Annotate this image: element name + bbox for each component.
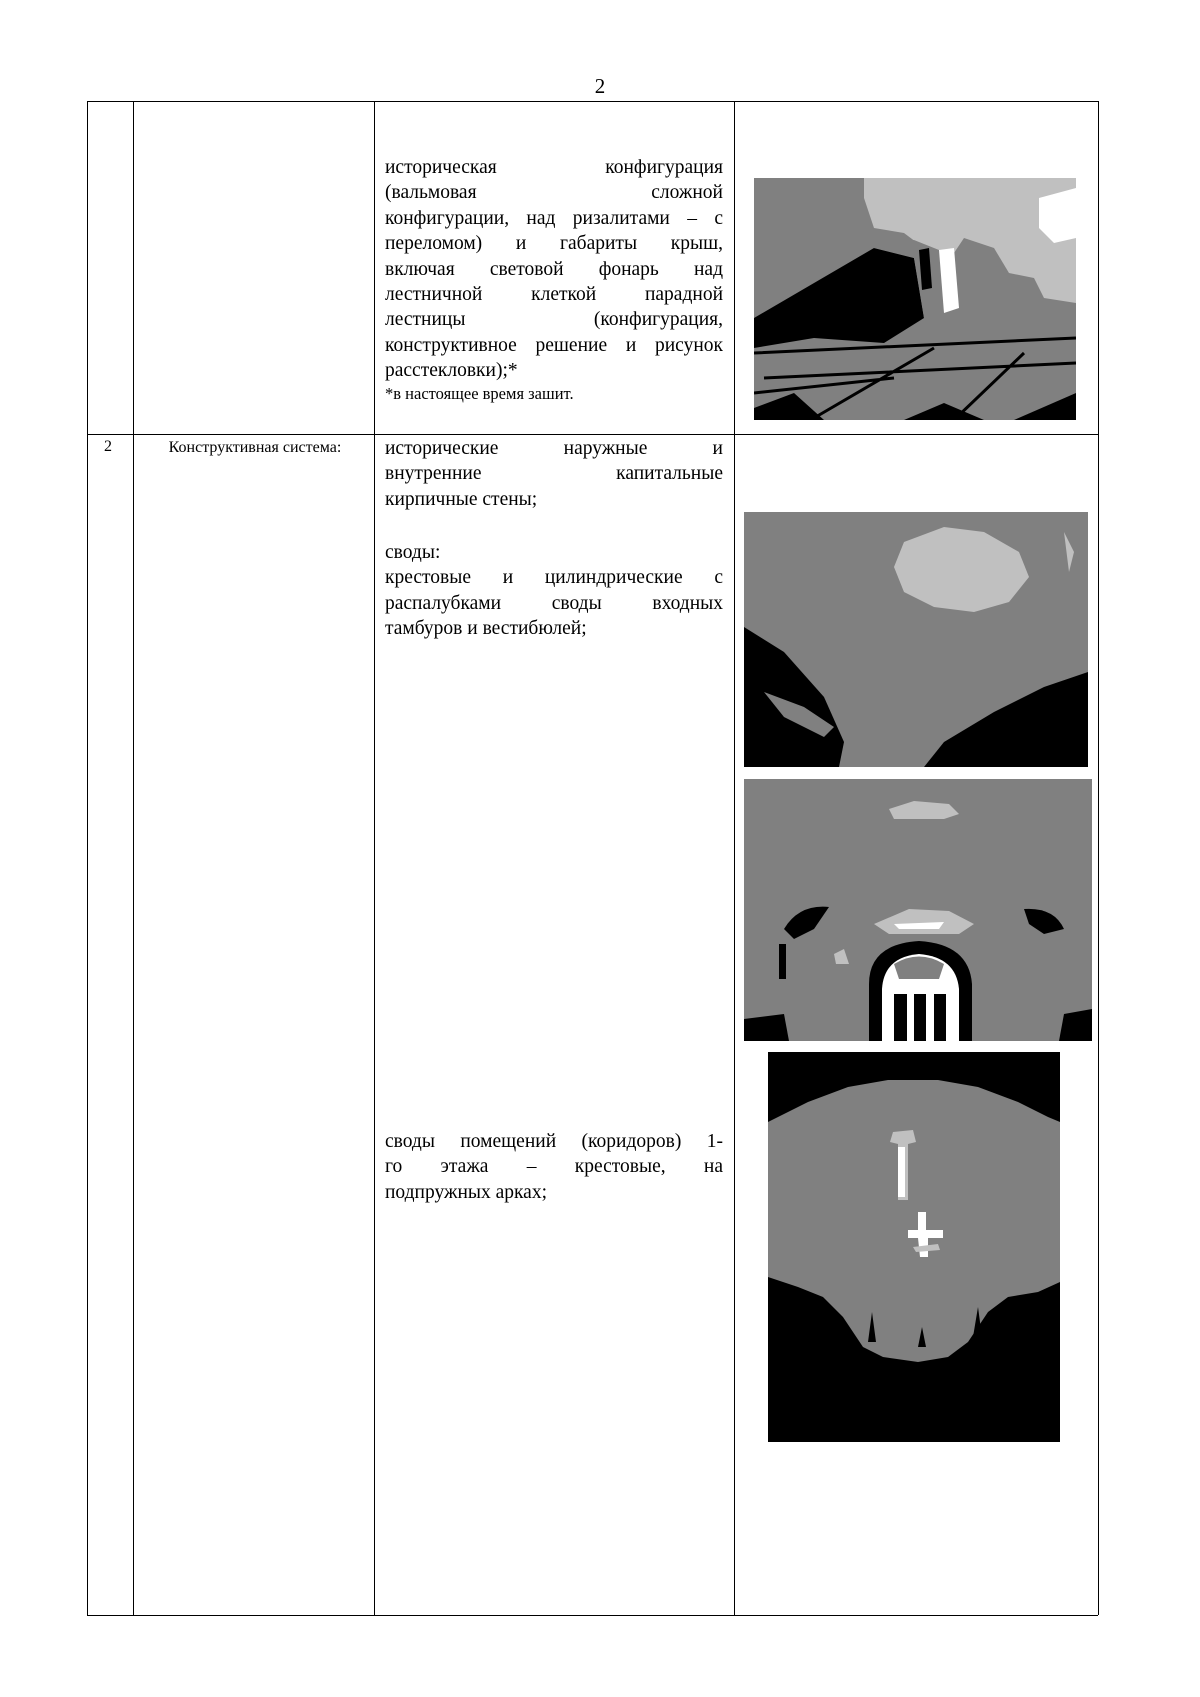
text-line: своды:	[385, 542, 441, 563]
roof-description	[385, 155, 723, 404]
col-border-left	[87, 101, 88, 1615]
corridor-vaults-description	[385, 1129, 723, 1205]
text-line: подпружных арках;	[385, 1181, 548, 1203]
table-top-border	[87, 101, 1098, 102]
text-line: крестовые и цилиндрические с	[385, 567, 723, 589]
page-number: 2	[594, 74, 606, 98]
text-line: тамбуров и вестибюлей;	[385, 618, 587, 640]
text-line: внутренние капитальные	[385, 463, 723, 485]
vault-photo	[744, 512, 1088, 767]
walls-description	[385, 436, 723, 512]
text-line: лестничной клеткой парадной	[385, 284, 723, 306]
col-border-2	[374, 101, 375, 1615]
row-number: 2	[104, 438, 112, 455]
text-line: исторические наружные и	[385, 438, 723, 459]
col-border-1	[133, 101, 134, 1615]
text-line: конструктивное решение и рисунок	[385, 334, 723, 356]
text-line: (вальмовая сложной	[385, 182, 723, 204]
text-line: переломом) и габариты крыш,	[385, 233, 723, 255]
text-line: своды помещений (коридоров) 1-	[385, 1131, 723, 1152]
row-divider	[87, 434, 1098, 435]
vaults-description	[385, 540, 723, 642]
text-line: го этажа – крестовые, на	[385, 1156, 723, 1178]
corridor-vault-photo	[768, 1052, 1060, 1442]
vestibule-photo	[744, 779, 1092, 1041]
table-bottom-border	[87, 1615, 1098, 1616]
text-line: распалубками своды входных	[385, 592, 723, 614]
row-name: Конструктивная система:	[168, 439, 342, 456]
text-line: конфигурации, над ризалитами – с	[385, 207, 723, 229]
col-border-3	[734, 101, 735, 1615]
text-line: расстекловки);*	[385, 360, 518, 382]
text-line: кирпичные стены;	[385, 488, 538, 510]
footnote: *в настоящее время зашит.	[385, 383, 574, 403]
roof-photo	[754, 178, 1076, 420]
text-line: включая световой фонарь над	[385, 258, 723, 280]
col-border-right	[1098, 101, 1099, 1615]
text-line: историческая конфигурация	[385, 157, 723, 178]
text-line: лестницы (конфигурация,	[385, 309, 723, 331]
